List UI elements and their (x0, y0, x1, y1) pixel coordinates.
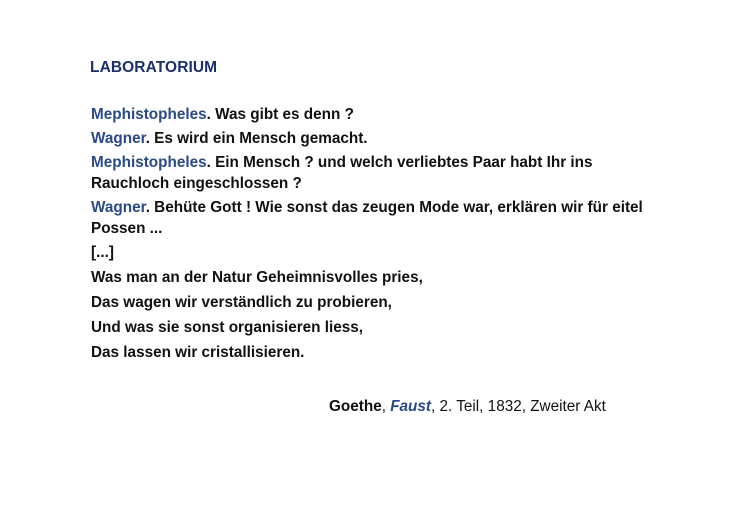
citation (329, 398, 606, 416)
speaker-name: Wagner (91, 130, 146, 147)
page-title: LABORATORIUM (90, 59, 218, 76)
ellipsis-marker: [...] (91, 244, 114, 261)
speaker-name: Mephistopheles (91, 106, 207, 123)
citation-work: Faust (390, 398, 431, 415)
citation-details: , 2. Teil, 1832, Zweiter Akt (431, 398, 606, 415)
dialogue-text: . Es wird ein Mensch gemacht. (145, 130, 368, 147)
verse-line-2: Das wagen wir verständlich zu probieren, (91, 294, 392, 311)
dialogue-line-4 (91, 197, 671, 239)
dialogue-line-3 (91, 152, 671, 194)
verse-line-3: Und was sie sonst organisieren liess, (91, 319, 364, 336)
citation-separator: , (381, 398, 391, 415)
verse-line-1: Was man an der Natur Geheimnisvolles pries, (91, 269, 423, 286)
speaker-name: Wagner (91, 199, 146, 216)
verse-line-4: Das lassen wir cristallisieren. (91, 344, 305, 361)
citation-author: Goethe (329, 398, 382, 415)
speaker-name: Mephistopheles (91, 154, 207, 171)
dialogue-text: . Behüte Gott ! Wie sonst das zeugen Mode war, erklären wir für eitel Possen ... (91, 199, 643, 237)
dialogue-block (91, 104, 671, 367)
dialogue-text: . Was gibt es denn ? (206, 106, 354, 123)
dialogue-line-1 (91, 104, 671, 125)
dialogue-line-2 (91, 128, 671, 149)
dialogue-text: . Ein Mensch ? und welch verliebtes Paar habt Ihr ins Rauchloch eingeschlossen ? (91, 154, 593, 192)
